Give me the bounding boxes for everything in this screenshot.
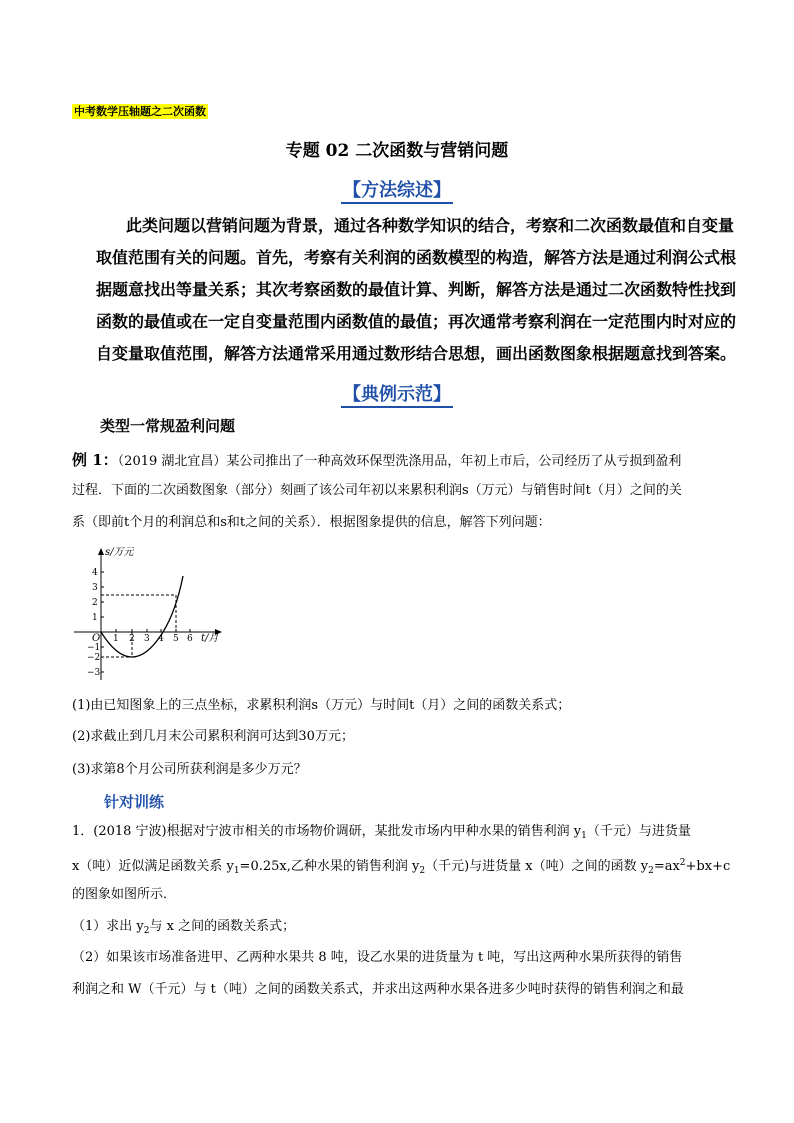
x-tick-2: 2 [129, 634, 135, 644]
training-q1-text1-tail: （千元）与进货量 [586, 824, 691, 839]
x-tick-5: 5 [173, 634, 179, 644]
example1-line2: 过程．下面的二次函数图象（部分）刻画了该公司年初以来累积利润s（万元）与销售时间t（月）之间的关 [72, 483, 682, 498]
y-tick-1: 1 [92, 613, 98, 623]
intro-text: 此类问题以营销问题为背景，通过各种数学知识的结合，考察和二次函数最值和自变量取值范围有关的问题。首先，考察有关利润的函数模型的构造，解答方法是通过利润公式根据题意找出等量关系；其次考察函数的最值计算、判断，解答方法是通过二次函数特性找到函数的最值或在一定自变量范围内函数值的最值；再次通常考察利润在一定范围内时对应的自变量取值范围，解答方法通常采用通过数形结合思想，画出函数图象根据题意找到答案。 [96, 216, 737, 363]
q1-line2-part-c: （千元)与进货量 x（吨）之间的函数 y [425, 859, 649, 874]
q1-part1-a: （1）求出 y [72, 919, 144, 934]
x-tick-6: 6 [187, 634, 193, 644]
y-tick-4: 4 [92, 568, 98, 578]
y-tick-neg3: −3 [87, 668, 101, 678]
example1-line3: 系（即前t个月的利润总和s和t之间的关系）．根据图象提供的信息，解答下列问题： [72, 515, 551, 530]
training-q1-part1 [72, 917, 295, 941]
origin-label: O [92, 633, 101, 644]
q1-line2-part-d: =ax [653, 859, 680, 874]
training-q1-text1: 1．(2018 宁波)根据对宁波市相关的市场物价调研，某批发市场内甲种水果的销售利润 y [72, 824, 582, 839]
example1-text1: （2019 湖北宜昌）某公司推出了一种高效环保型洗涤用品，年初上市后，公司经历了从亏损到盈利 [117, 454, 682, 469]
training-q1-part2-line1: （2）如果该市场准备进甲、乙两种水果共 8 吨，设乙水果的进货量为 t 吨，写出这两种水果所获得的销售 [72, 950, 683, 965]
question-2: (2)求截止到几月末公司累积利润可达到30万元； [72, 729, 354, 744]
q1-line2-part-a: x（吨）近似满足函数关系 y [72, 859, 234, 874]
q1-part1-b: 与 x 之间的函数关系式； [149, 919, 296, 934]
y-tick-neg1: −1 [87, 643, 101, 653]
example1-label: 例 1： [72, 451, 118, 469]
sub-y2: 2 [419, 866, 426, 876]
method-section-heading [0, 176, 794, 202]
example-section-label: 【典例示范】 [341, 384, 453, 408]
example1-line1 [72, 450, 681, 472]
type-heading: 类型一常规盈利问题 [100, 417, 236, 435]
profit-graph [70, 540, 230, 682]
training-q1-line1 [72, 822, 691, 846]
training-q1-part2-line2: 利润之和 W（千元）与 t（吨）之间的函数关系式，并求出这两种水果各进多少吨时获得的销售利润之和最 [72, 982, 684, 997]
q1-line2-part-e: +bx+c [685, 859, 731, 874]
y-axis-arrow [98, 548, 104, 555]
sub-y1: 1 [233, 866, 240, 876]
series-tag: 中考数学压轴题之二次函数 [74, 105, 206, 118]
x-tick-4: 4 [158, 634, 164, 644]
y-tick-neg2: −2 [87, 653, 101, 663]
profit-curve [101, 576, 183, 657]
page-title: 专题 02 二次函数与营销问题 [285, 141, 509, 161]
x-tick-1: 1 [113, 634, 119, 644]
example-section-heading [0, 380, 794, 406]
training-heading: 针对训练 [104, 793, 165, 811]
question-3: (3)求第8个月公司所获利润是多少万元？ [72, 762, 307, 777]
training-q1-line3: 的图象如图所示． [72, 887, 177, 902]
training-q1-line2 [72, 853, 730, 881]
sup-2: 2 [679, 858, 686, 868]
sub-1: 1 [581, 831, 587, 841]
y-tick-3: 3 [92, 583, 98, 593]
sub-y2-c: 2 [143, 926, 150, 936]
y-tick-2: 2 [92, 598, 98, 608]
sub-y2-b: 2 [648, 866, 654, 876]
intro-paragraph [96, 210, 736, 370]
method-section-label: 【方法综述】 [341, 180, 453, 204]
x-tick-3: 3 [144, 634, 150, 644]
y-axis-label: s/万元 [105, 547, 134, 558]
x-axis-label: t/月 [201, 633, 219, 644]
question-1: (1)由已知图象上的三点坐标，求累积利润s（万元）与时间t（月）之间的函数关系式； [72, 698, 571, 713]
q1-line2-part-b: =0.25x,乙种水果的销售利润 y [239, 859, 420, 874]
